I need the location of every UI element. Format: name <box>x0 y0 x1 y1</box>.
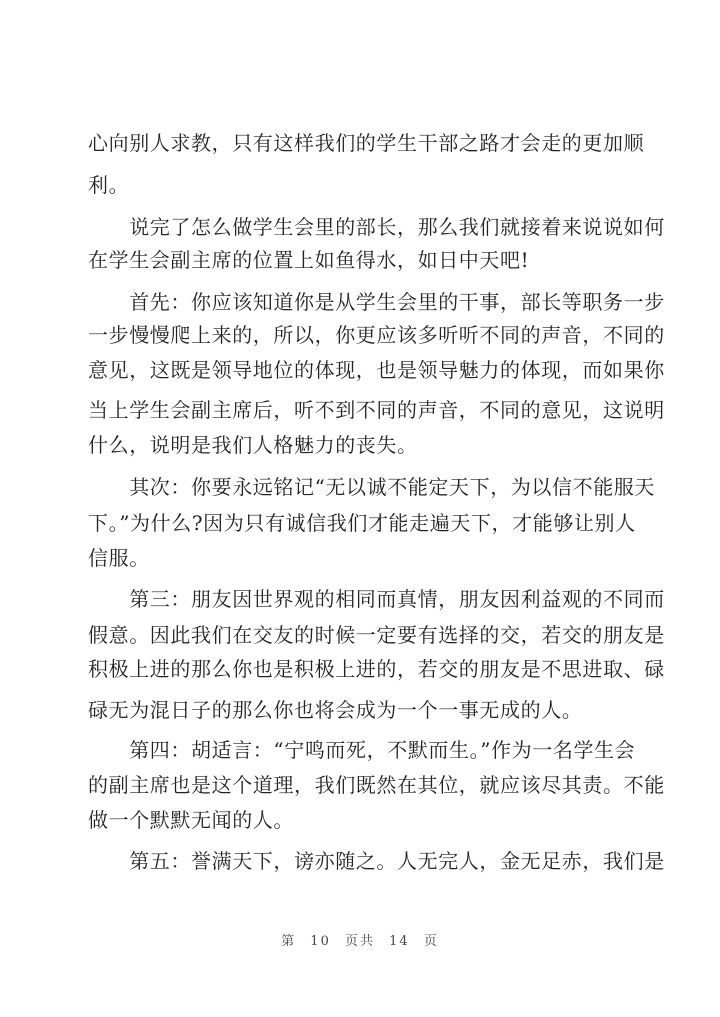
text-line: 的副主席也是这个道理，我们既然在其位，就应该尽其责。不能 <box>88 773 665 797</box>
text-line: 信服。 <box>88 546 150 570</box>
text-line: 第三：朋友因世界观的相同而真情，朋友因利益观的不同而 <box>88 587 665 611</box>
text-line: 一步慢慢爬上来的，所以，你更应该多听听不同的声音，不同的 <box>88 323 665 347</box>
text-line: 碌无为混日子的那么你也将会成为一个一事无成的人。 <box>88 698 583 722</box>
footer-prefix: 第 <box>281 934 297 949</box>
footer-page-number: 10 <box>310 934 331 949</box>
text-line: 第四：胡适言：“宁鸣而死，不默而生。”作为一名学生会 <box>88 738 636 762</box>
text-line: 意见，这既是领导地位的体现，也是领导魅力的体现，而如果你 <box>88 358 665 382</box>
text-line: 假意。因此我们在交友的时候一定要有选择的交，若交的朋友是 <box>88 623 665 647</box>
text-line: 心向别人求教，只有这样我们的学生干部之路才会走的更加顺 <box>88 131 645 155</box>
text-line: 当上学生会副主席后，听不到不同的声音，不同的意见，这说明 <box>88 398 665 422</box>
text-line: 说完了怎么做学生会里的部长，那么我们就接着来说说如何 <box>88 215 665 239</box>
footer-total-pages: 14 <box>389 934 410 949</box>
text-line: 下。”为什么?因为只有诚信我们才能走遍天下，才能够让别人 <box>88 511 636 535</box>
text-line: 什么，说明是我们人格魅力的丧失。 <box>88 433 418 457</box>
footer-suffix: 页 <box>423 934 439 949</box>
page-footer <box>0 930 720 949</box>
text-line: 做一个默默无闻的人。 <box>88 808 294 832</box>
text-line: 在学生会副主席的位置上如鱼得水，如日中天吧! <box>88 248 530 272</box>
text-line: 第五：誉满天下，谤亦随之。人无完人，金无足赤，我们是 <box>88 849 665 873</box>
text-line: 积极上进的那么你也是积极上进的，若交的朋友是不思进取、碌 <box>88 657 665 681</box>
text-line: 利。 <box>88 173 130 197</box>
text-line: 其次：你要永远铭记“无以诚不能定天下，为以信不能服天 <box>88 475 656 499</box>
footer-middle: 页共 <box>344 934 375 949</box>
text-line: 首先：你应该知道你是从学生会里的干事，部长等职务一步 <box>88 290 665 314</box>
